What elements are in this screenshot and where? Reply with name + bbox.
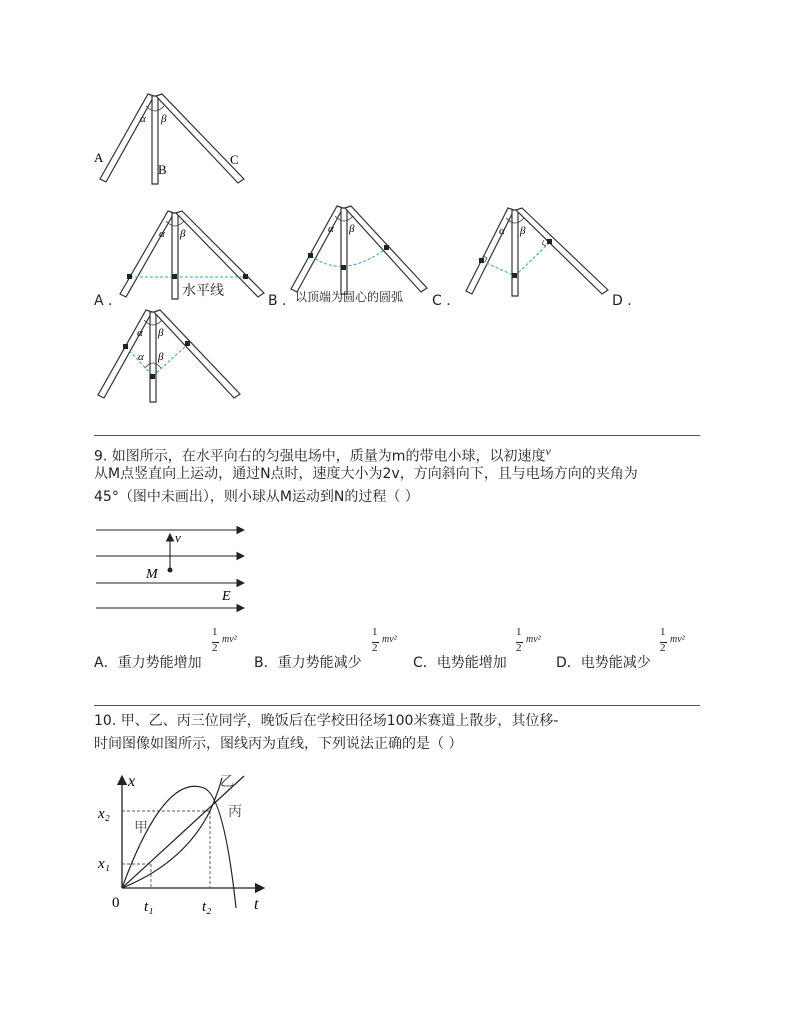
q9-option-c[interactable]: C．电势能增加 bbox=[413, 655, 507, 671]
option-b-letter[interactable]: B . bbox=[268, 293, 287, 309]
q9-option-a[interactable]: A．重力势能增加 bbox=[94, 655, 202, 671]
svg-text:α: α bbox=[328, 223, 334, 235]
alpha-label: α bbox=[140, 113, 146, 125]
svg-text:β: β bbox=[158, 327, 164, 339]
q9-line2: 从M点竖直向上运动，通过N点时，速度大小为2v，方向斜向下，且与电场方向的夹角为 bbox=[94, 466, 638, 482]
jia-label: 甲 bbox=[134, 821, 148, 836]
svg-text:β: β bbox=[520, 225, 526, 237]
svg-text:α: α bbox=[499, 225, 505, 237]
q9-option-d-frac: 1 2 mv² bbox=[660, 626, 685, 654]
v-label: v bbox=[175, 530, 181, 545]
svg-text:α: α bbox=[137, 327, 143, 339]
e-label: E bbox=[222, 589, 231, 604]
m-label: M bbox=[146, 567, 158, 582]
q10-line1: 10. 甲、乙、丙三位同学，晚饭后在学校田径场100米赛道上散步，其位移- bbox=[94, 713, 559, 729]
svg-text:α: α bbox=[138, 351, 144, 363]
x-axis-label: t bbox=[254, 896, 259, 913]
origin-label: 0 bbox=[112, 895, 120, 911]
option-e-figure bbox=[90, 306, 250, 406]
svg-text:β: β bbox=[180, 228, 186, 240]
option-b-note: 以顶端为圆心的圆弧 bbox=[295, 290, 404, 304]
x1-label: x₁ bbox=[98, 856, 110, 872]
option-c-letter[interactable]: C . bbox=[432, 293, 451, 309]
q9-option-a-frac: 1 2 mv² bbox=[212, 626, 237, 654]
t2-label: t₂ bbox=[202, 899, 212, 915]
three-rods-figure bbox=[90, 90, 260, 190]
y-axis-label: x bbox=[128, 773, 136, 790]
electric-field-figure bbox=[94, 520, 254, 616]
q9-v-symbol: v bbox=[545, 444, 551, 458]
divider-q9 bbox=[94, 435, 700, 436]
q9-option-d[interactable]: D．电势能减少 bbox=[556, 655, 651, 671]
svg-text:α: α bbox=[159, 228, 165, 240]
q9-option-b-frac: 1 2 mv² bbox=[372, 626, 397, 654]
q10-line2: 时间图像如图所示，图线丙为直线，下列说法正确的是（ ） bbox=[94, 736, 463, 752]
rod-b-label: B bbox=[158, 162, 167, 177]
x2-label: x₂ bbox=[98, 806, 110, 822]
q9-option-c-frac: 1 2 mv² bbox=[516, 626, 541, 654]
option-b-figure bbox=[285, 202, 435, 297]
beta-label: β bbox=[161, 113, 167, 125]
rod-c-label: C bbox=[230, 152, 239, 167]
svg-text:β: β bbox=[349, 223, 355, 235]
option-d-figure bbox=[462, 204, 622, 299]
option-a-letter[interactable]: A . bbox=[94, 293, 113, 309]
rod-a-label: A bbox=[94, 150, 104, 165]
bing-label: 丙 bbox=[228, 805, 242, 820]
svg-text:β: β bbox=[158, 351, 164, 363]
q9-line3: 45°（图中未画出），则小球从M运动到N的过程（ ） bbox=[94, 489, 419, 505]
q9-line1: 9. 如图所示，在水平向右的匀强电场中，质量为m的带电小球，以初速度v bbox=[94, 444, 551, 465]
t1-label: t₁ bbox=[144, 899, 154, 915]
divider-q10 bbox=[94, 705, 700, 706]
xt-graph bbox=[94, 768, 274, 918]
option-d-letter[interactable]: D . bbox=[612, 293, 632, 309]
q9-option-b[interactable]: B．重力势能减少 bbox=[254, 655, 362, 671]
yi-label: 乙 bbox=[220, 775, 234, 790]
option-a-note: 水平线 bbox=[182, 283, 224, 299]
